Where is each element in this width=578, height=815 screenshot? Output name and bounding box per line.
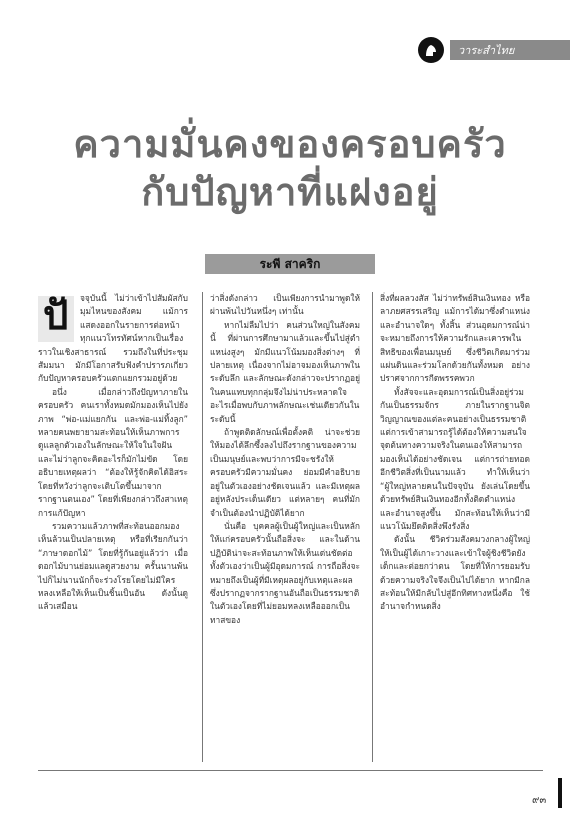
column-3 [380, 292, 530, 614]
paragraph: ถ้าพูดติดลักษณ์เพื่อตั้งคติ น่าจะช่วยให้มองได้ลึกซึ้งลงไปถึงรากฐานของความเป็นมนุษย์และพบว่าการมีจะชรังให้ครอบครัวมีความมั่นคง ย่อมมีคำอธิบายอยู่ในตัวเองอย่างชัดเจนแล้ว และมีเหตุผลอยู่หลังประเด็นเดียว แต่หลายๆ คนที่มักจำเป็นต้องนำปฏิบัติได้ยาก [210, 427, 360, 518]
section-badge [418, 38, 570, 62]
column-divider [372, 292, 373, 762]
paragraph: จจุบันนี้ ไม่ว่าเข้าไปสัมผัสกับมุมไหนของสังคม แม้การแสดงออกในรายการต่อหน้าทุกแนวโทรทัศน์หากเป็นเรื่องราวในเชิงสาธารณ์ รวมถึงในที่ประชุมสัมมนา มักมีโอกาสรับฟังคำปรารภเกี่ยวกับปัญหาครอบครัวแตกแยกรวมอยู่ด้วย [38, 293, 188, 384]
drop-cap: ปั [38, 296, 74, 342]
column-2 [210, 292, 360, 627]
column-1 [38, 292, 188, 614]
paragraph: สิ่งที่ผลลวงสัส ไม่ว่าทรัพย์สินเงินทอง หรือลาภยศสรรเสริญ แม้การได้มาซึ่งตำแหน่งและอำนาจใดๆ ทั้งสิ้น ส่วนอุดมการณ์น่าจะหมายถึงการให้ความรักและเคารพในสิทธิของเพื่อนมนุษย์ ซึ่งชีวิตเกิดมาร่วมแผ่นดินและร่วมโลกด้วยกันทั้งหมด อย่างปราศจากการกีดพรรคพวก [380, 293, 530, 384]
paragraph: หากไม่ลืมไปว่า คนส่วนใหญ่ในสังคมนี้ ที่ผ่านการศึกษามาแล้วและขึ้นไปสู่ตำแหน่งสูงๆ มักมีแนวโน้มมองสิ่งต่างๆ ที่ปลายเหตุ เนื่องจากไม่อาจมองเห็นภาพในระดับลึก และลักษณะดังกล่าวจะปรากฏอยู่ในคนแทบทุกกลุ่มจึงไม่น่าประหลาดใจอะไรเมื่อพบกับภาพลักษณะเช่นเดียวกันในระดับนี้ [210, 319, 360, 424]
author-byline: ระพี สาคริก [205, 254, 375, 274]
footer-rule [38, 770, 543, 771]
title-line-2: กับปัญหาที่แฝงอยู่ [141, 170, 439, 214]
section-label: วาระสำไทย [450, 40, 570, 60]
paragraph: ดังนั้น ชีวิตร่วมสังคมวงกลางผู้ใหญ่ ให้เป็นผู้ได้เกาะวางและเข้าใจผู้ชิงชีวิตยังเด็กและต่อยกว่าตน โดยที่ให้การยอมรับด้วยความจริงใจจึงเป็นไปได้ยาก หากมีกลสะท้อนให้มีกลับไปสู่อีกทิศทางหนึ่งคือ ใช้อำนาจกำหนดสิ่ง [380, 534, 530, 612]
profile-head-icon [418, 37, 444, 63]
paragraph: รวมความแล้วภาพที่สะท้อนออกมองเห็นล้วนเป็นปลายเหตุ หรือที่เรียกกันว่า “ภาษาดอกไม้” โดยที่รู้กันอยู่แล้วว่า เมื่อดอกไม้บานย่อมแลดูสวยงาม ครั้นนานพ้นไปก็ไม่นานนักก็จะร่วงโรยโดยไม่มีใครหลงเหลือให้เห็นเป็นชิ้นเป็นอัน ดังนั้นดูแล้วเสมือน [38, 520, 188, 612]
page-marker [558, 778, 562, 808]
paragraph: อนึ่ง เมื่อกล่าวถึงปัญหาภายในครอบครัว คนเราทั้งหมดมักมองเห็นไปยังภาพ “พ่อ-แม่แยกกัน และพ่อ-แม่ทิ้งลูก” หลายคนพยายามสะท้อนให้เห็นภาพการดูแลลูกตัวเองในลักษณะให้ใจในใจฝัน และไม่ว่าลูกจะคิดอะไรก็มักไม่ขัด โดยอธิบายเหตุผลว่า “ต้องให้รู้จักคิดได้อิสระ โดยที่หวังว่าลูกจะเติบโตขึ้นมาจากรากฐานตนเอง” โดยที่เพียงกล่าวถึงสาเหตุการแก้ปัญหา [38, 386, 188, 518]
page-number: ๙๓ [532, 795, 547, 806]
title-line-1: ความมั่นคงของครอบครัว [73, 122, 507, 166]
column-divider [202, 292, 203, 762]
paragraph: ว่าสิ่งดังกล่าว เป็นเพียงการนำมาพูดให้ผ่านพ้นไปวันหนึ่งๆ เท่านั้น [210, 293, 360, 317]
article-title [60, 120, 520, 216]
paragraph: นั่นคือ บุคคลผู้เป็นผู้ใหญ่และเป็นหลักให้แก่ครอบครัวนั้นถือสิ่งจะ และในด้านปฏิบัติน่าจะสะท้อนภาพให้เห็นเด่นชัดต่อทั้งตัวเองว่าเป็นผู้มีอุดมการณ์ การถือสิ่งจะหมายถึงเป็นผู้ที่มีเหตุผลอยู่กับเหตุและผลซึ่งปรากฏจากรากฐานอันถือเป็นธรรมชาติในตัวเองโดยที่ไม่ยอมหลงเหลือออกเป็นทาสของ [210, 520, 360, 625]
paragraph: ทั้งสัจจะและอุดมการณ์เป็นสิ่งอยู่ร่วมกันเป็นธรรมจักร ภายในรากฐานจิตวิญญาณของแต่ละคนอย่างเป็นธรรมชาติ แต่การเข้าสามารถรู้ได้ต้องให้ความสนใจจุดต้นทางความจริงในตนเองให้สามารถมองเห็นได้อย่างชัดเจน แต่การถ่ายทอดอีกชีวิตสิ่งที่เป็นนามแล้ว ทำให้เห็นว่า “ผู้ใหญ่หลายคนในปัจจุบัน ยังเล่นโดยขึ้นด้วยทรัพย์สินเงินทองอีกทั้งติดตำแหน่งและอำนาจสูงขึ้น มักสะท้อนให้เห็นว่ามีแนวโน้มยึดติดสิ่งพึงรังสิ่ง [380, 386, 530, 531]
